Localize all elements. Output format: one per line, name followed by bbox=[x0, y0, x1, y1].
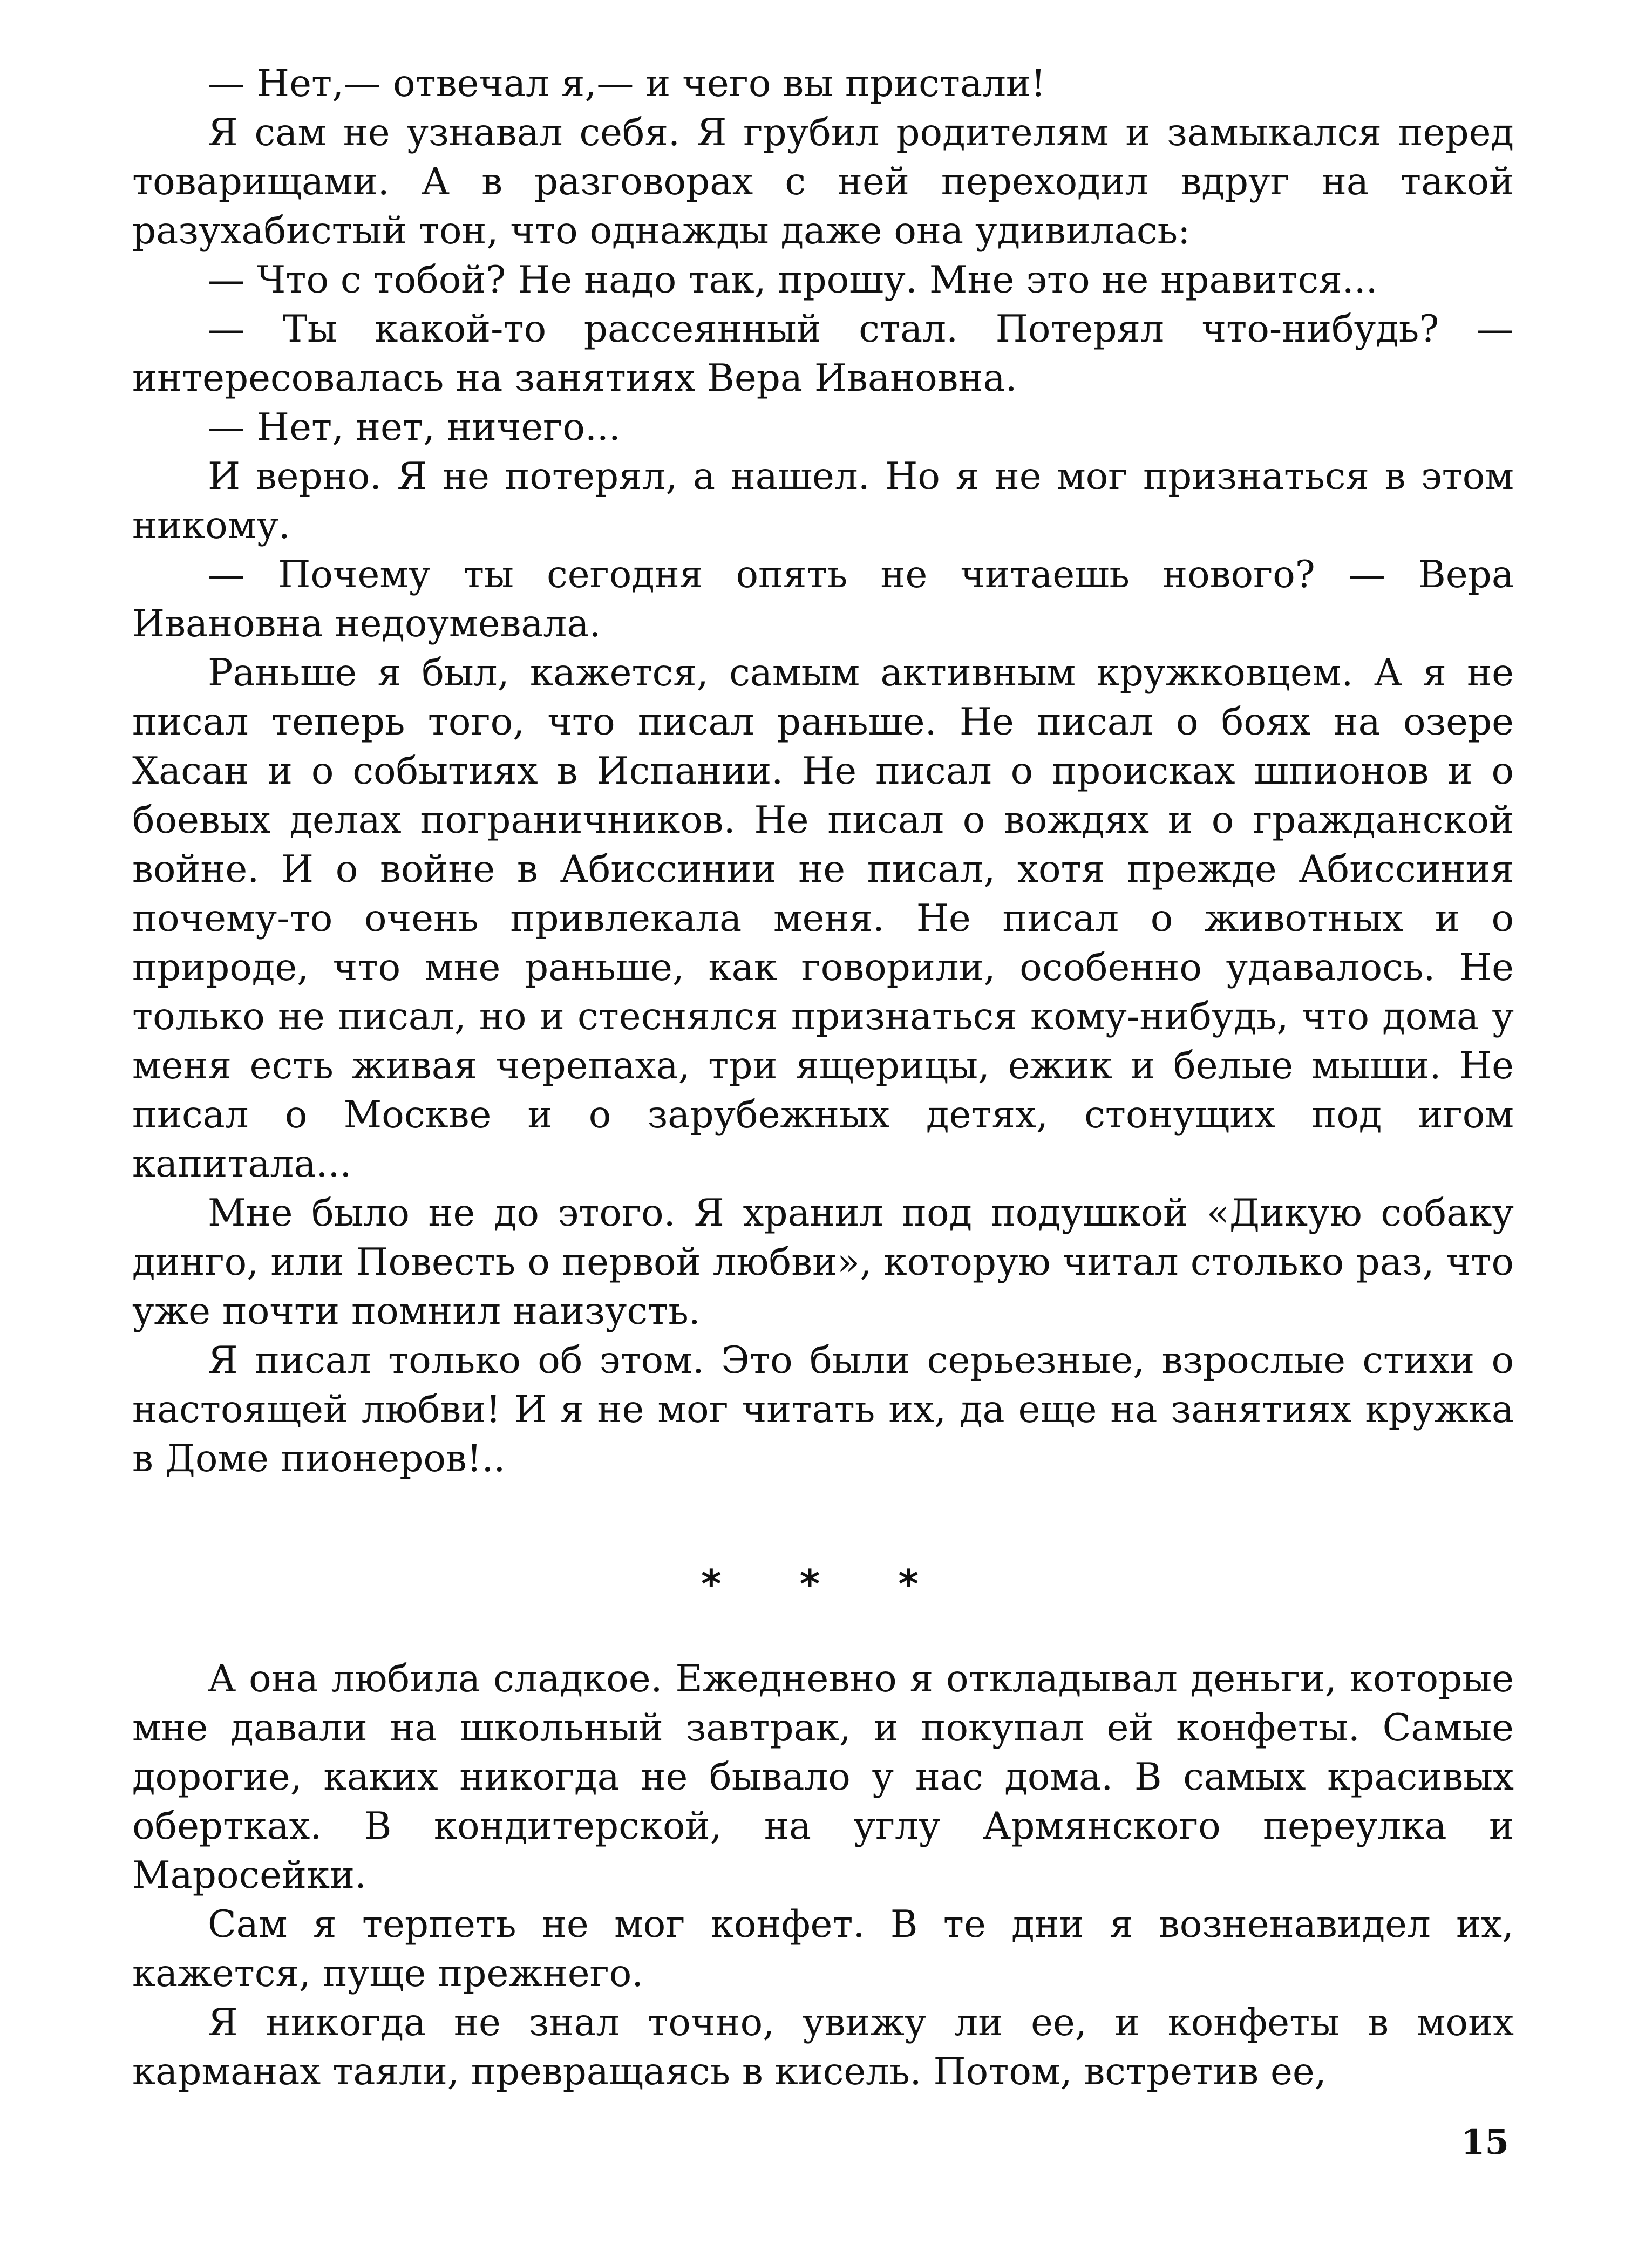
paragraph: И верно. Я не потерял, а нашел. Но я не мог признаться в этом никому. bbox=[132, 455, 1514, 547]
paragraph: Мне было не до этого. Я хранил под подушкой «Дикую собаку динго, или Повесть о первой любви», которую читал столько раз, что уже почти помнил наизусть. bbox=[132, 1192, 1514, 1333]
page-number: 15 bbox=[1460, 2122, 1509, 2163]
paragraph: Раньше я был, кажется, самым активным кружковцем. А я не писал теперь того, что писал раньше. Не писал о боях на озере Хасан и о событиях в Испании. Не писал о происках шпионов и о боевых делах пограничников. Не писал о вождях и о гражданской войне. И о войне в Абиссинии не писал, хотя прежде Абиссиния почему-то очень привлекала меня. Не писал о животных и о природе, что мне раньше, как говорили, особенно удавалось. Не только не писал, но и стеснялся признаться кому-нибудь, что дома у меня есть живая черепаха, три ящерицы, ежик и белые мыши. Не писал о Москве и о зарубежных детях, стонущих под игом капитала... bbox=[132, 651, 1514, 1186]
section-break-asterisks: * * * bbox=[701, 1561, 951, 1607]
paragraph: Я писал только об этом. Это были серьезные, взрослые стихи о настоящей любви! И я не мог читать их, да еще на занятиях кружка в Доме пионеров!.. bbox=[132, 1339, 1514, 1480]
text-section-after-break bbox=[132, 1655, 1514, 2097]
paragraph: — Нет, нет, ничего... bbox=[208, 406, 621, 449]
paragraph: А она любила сладкое. Ежедневно я откладывал деньги, которые мне давали на школьный завтрак, и покупал ей конфеты. Самые дорогие, каких никогда не бывало у нас дома. В самых красивых обертках. В кондитерской, на углу Армянского переулка и Маросейки. bbox=[132, 1657, 1514, 1897]
paragraph: Я сам не узнавал себя. Я грубил родителям и замыкался перед товарищами. А в разговорах с ней переходил вдруг на такой разухабистый тон, что однажды даже она удивилась: bbox=[132, 111, 1514, 253]
paragraph: — Ты какой-то рассеянный стал. Потерял что-нибудь? — интересовалась на занятиях Вера Ивановна. bbox=[132, 308, 1514, 400]
text-section-before-break bbox=[132, 59, 1514, 1484]
paragraph: — Что с тобой? Не надо так, прошу. Мне это не нравится... bbox=[208, 259, 1378, 302]
paragraph: Сам я терпеть не мог конфет. В те дни я возненавидел их, кажется, пуще прежнего. bbox=[132, 1903, 1514, 1995]
paragraph: Я никогда не знал точно, увижу ли ее, и конфеты в моих карманах таяли, превращаясь в кисель. Потом, встретив ее, bbox=[132, 2001, 1514, 2093]
paragraph: — Почему ты сегодня опять не читаешь нового? — Вера Ивановна недоумевала. bbox=[132, 553, 1514, 645]
paragraph: — Нет,— отвечал я,— и чего вы пристали! bbox=[208, 62, 1046, 105]
